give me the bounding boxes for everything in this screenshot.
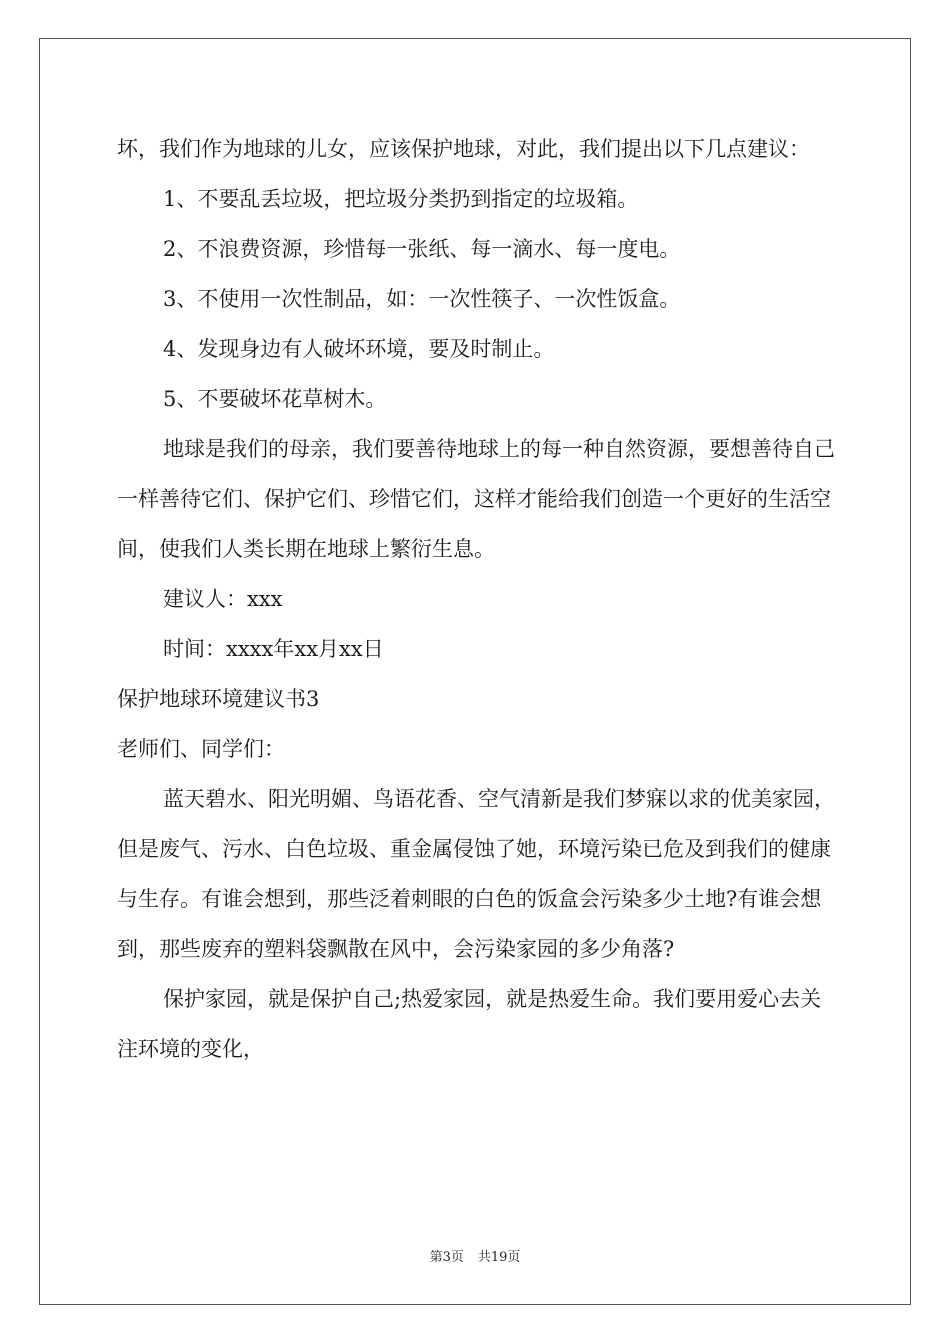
salutation: 老师们、同学们： bbox=[117, 737, 285, 761]
page-footer bbox=[0, 1246, 950, 1265]
suggestion-item: 4、发现身边有人破坏环境，要及时制止。 bbox=[163, 337, 555, 361]
suggestion-item: 1、不要乱丢垃圾，把垃圾分类扔到指定的垃圾箱。 bbox=[163, 187, 639, 211]
paragraph: 地球是我们的母亲，我们要善待地球上的每一种自然资源，要想善待自己一样善待它们、保护它们、珍惜它们，这样才能给我们创造一个更好的生活空间，使我们人类长期在地球上繁衍生息。 bbox=[117, 437, 835, 561]
suggestion-item: 5、不要破坏花草树木。 bbox=[163, 387, 387, 411]
signature-line: 建议人：xxx bbox=[163, 587, 283, 611]
paragraph: 坏，我们作为地球的儿女，应该保护地球，对此，我们提出以下几点建议： bbox=[117, 137, 810, 161]
suggestion-item: 3、不使用一次性制品，如：一次性筷子、一次性饭盒。 bbox=[163, 287, 681, 311]
suggestion-item: 2、不浪费资源，珍惜每一张纸、每一滴水、每一度电。 bbox=[163, 237, 681, 261]
paragraph: 保护家园，就是保护自己;热爱家园，就是热爱生命。我们要用爱心去关注环境的变化， bbox=[117, 987, 822, 1061]
date-line: 时间：xxxx年xx月xx日 bbox=[163, 637, 384, 661]
page-number: 第3页 bbox=[429, 1250, 464, 1265]
document-body bbox=[117, 124, 837, 1074]
page-total: 共19页 bbox=[477, 1250, 521, 1265]
section-title: 保护地球环境建议书3 bbox=[117, 687, 320, 711]
paragraph: 蓝天碧水、阳光明媚、鸟语花香、空气清新是我们梦寐以求的优美家园，但是废气、污水、白色垃圾、重金属侵蚀了她，环境污染已危及到我们的健康与生存。有谁会想到，那些泛着刺眼的白色的饭盒会污染多少土地?有谁会想到，那些废弃的塑料袋飘散在风中，会污染家园的多少角落? bbox=[117, 787, 835, 961]
